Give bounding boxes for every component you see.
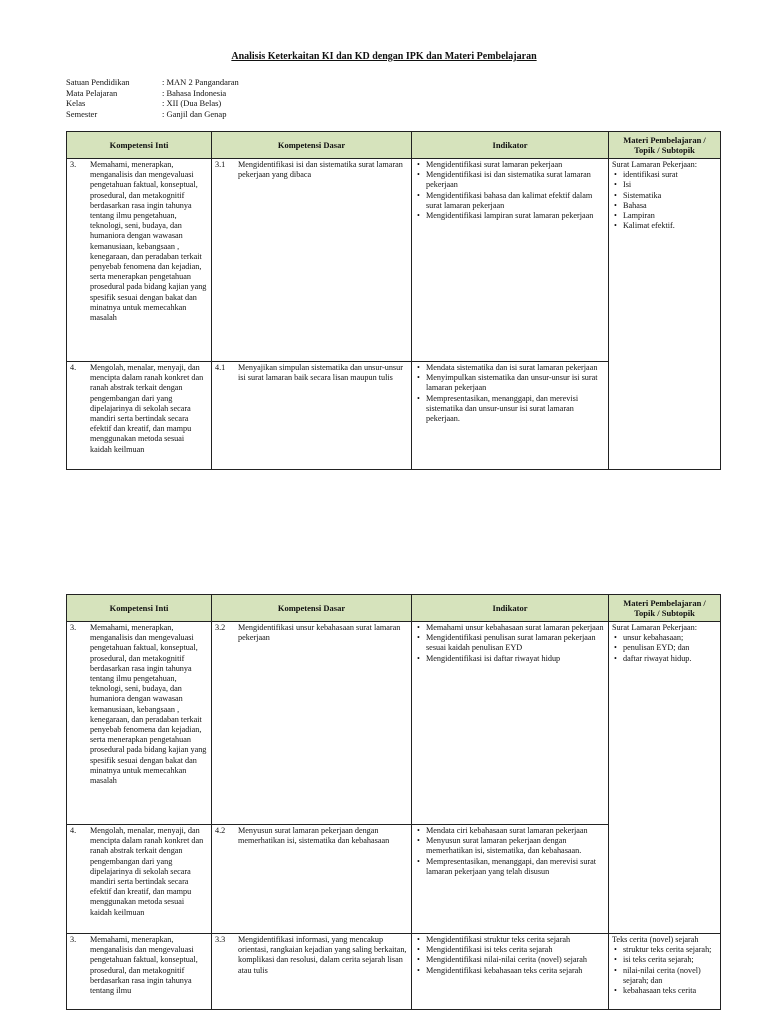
- table-row: [67, 622, 721, 825]
- kd-text: Mengidentifikasi informasi, yang mencakup orientasi, rangkaian kejadian yang saling berkaitan, komplikasi dan resolusi, dalam cerita sejarah lisan atau tulis: [238, 935, 407, 975]
- list-item: • Mempresentasikan, menanggapi, dan merevisi surat lamaran pekerjaan yang telah disusun: [415, 857, 605, 877]
- list-item: • Mengidentifikasi isi daftar riwayat hidup: [415, 654, 605, 664]
- kd-number: 3.2: [215, 623, 226, 632]
- ki-text: Mengolah, menalar, menyaji, dan mencipta dalam ranah konkret dan ranah abstrak terkait dengan pengembangan dari yang dipelajarinya di sekolah secara mandiri serta bertindak secara efektif dan kreatif, dan mampu menggunakan metoda sesuai kaidah keilmuan: [90, 363, 204, 454]
- header-materi: Materi Pembelajaran / Topik / Subtopik: [609, 132, 721, 159]
- kd-number: 4.1: [215, 363, 226, 372]
- kd-cell: [212, 825, 412, 934]
- kd-number: 4.2: [215, 826, 226, 835]
- indikator-cell: [412, 825, 609, 934]
- list-item: • Menyimpulkan sistematika dan unsur-unsur isi surat lamaran pekerjaan: [415, 373, 605, 393]
- list-item: • Mengidentifikasi penulisan surat lamaran pekerjaan sesuai kaidah penulisan EYD: [415, 633, 605, 653]
- kd-number: 3.3: [215, 935, 226, 944]
- list-item: • Lampiran: [612, 211, 717, 221]
- table-header-row: [67, 595, 721, 622]
- meta-row-satuan: [66, 77, 239, 88]
- ki-cell: [67, 159, 212, 362]
- indikator-list: [415, 623, 605, 664]
- list-item: • Mempresentasikan, menanggapi, dan merevisi sistematika dan unsur-unsur isi surat lamaran pekerjaan.: [415, 394, 605, 425]
- indikator-cell: [412, 159, 609, 362]
- list-item: • Bahasa: [612, 201, 717, 211]
- list-item: • Mendata sistematika dan isi surat lamaran pekerjaan: [415, 363, 605, 373]
- list-item: • Memahami unsur kebahasaan surat lamaran pekerjaan: [415, 623, 605, 633]
- meta-row-semester: [66, 109, 239, 120]
- document-title: Analisis Keterkaitan KI dan KD dengan IPK dan Materi Pembelajaran: [231, 51, 537, 62]
- kd-cell: [212, 934, 412, 1010]
- table-row: [67, 159, 721, 362]
- meta-row-mapel: [66, 88, 239, 99]
- list-item: • isi teks cerita sejarah;: [612, 955, 717, 965]
- meta-label: Kelas: [66, 98, 86, 108]
- list-item: • Mengidentifikasi bahasa dan kalimat efektif dalam surat lamaran pekerjaan: [415, 191, 605, 211]
- list-item: • Kalimat efektif.: [612, 221, 717, 231]
- indikator-cell: [412, 362, 609, 470]
- list-item: • identifikasi surat: [612, 170, 717, 180]
- kd-text: Mengidentifikasi isi dan sistematika surat lamaran pekerjaan yang dibaca: [238, 160, 403, 180]
- indikator-cell: [412, 934, 609, 1010]
- indikator-list: [415, 935, 605, 976]
- list-item: • Mengidentifikasi lampiran surat lamaran pekerjaan: [415, 211, 605, 221]
- materi-intro: Surat Lamaran Pekerjaan:: [612, 160, 698, 169]
- analysis-table-1: [66, 131, 721, 470]
- indikator-cell: [412, 622, 609, 825]
- analysis-table-2: [66, 594, 721, 1010]
- kd-number: 3.1: [215, 160, 226, 169]
- list-item: • Mengidentifikasi isi teks cerita sejarah: [415, 945, 605, 955]
- meta-value: : XII (Dua Belas): [162, 98, 222, 108]
- kd-text: Menyajikan simpulan sistematika dan unsur-unsur isi surat lamaran baik secara lisan maupun tulis: [238, 363, 403, 383]
- kd-cell: [212, 362, 412, 470]
- table-header-row: [67, 132, 721, 159]
- ki-text: Mengolah, menalar, menyaji, dan mencipta dalam ranah konkret dan ranah abstrak terkait dengan pengembangan dari yang dipelajarinya di sekolah secara mandiri serta bertindak secara efektif dan kreatif, dan mampu menggunakan metoda sesuai kaidah keilmuan: [90, 826, 204, 917]
- ki-cell: [67, 362, 212, 470]
- ki-number: 3.: [70, 160, 77, 169]
- materi-list: [612, 170, 717, 231]
- header-kompetensi-inti: Kompetensi Inti: [67, 595, 212, 622]
- list-item: • Mengidentifikasi struktur teks cerita sejarah: [415, 935, 605, 945]
- list-item: • Sistematika: [612, 191, 717, 201]
- ki-cell: [67, 622, 212, 825]
- indikator-list: [415, 826, 605, 877]
- list-item: • Mengidentifikasi surat lamaran pekerjaan: [415, 160, 605, 170]
- list-item: • Menyusun surat lamaran pekerjaan dengan memerhatikan isi, sistematika, dan kebahasaan.: [415, 836, 605, 856]
- header-indikator: Indikator: [412, 595, 609, 622]
- ki-number: 3.: [70, 623, 77, 632]
- ki-text: Memahami, menerapkan, menganalisis dan mengevaluasi pengetahuan faktual, konseptual, prosedural, dan metakognitif berdasarkan rasa ingin tahunya tentang ilmu pengetahuan, teknologi, seni, budaya, dan humaniora dengan wawasan kemanusiaan, kebangsaan , kenegaraan, dan peradaban terkait penyebab fenomena dan kejadian, serta menerapkan pengetahuan prosedural pada bidang kajian yang spesifik sesuai dengan bakat dan minatnya untuk memecahkan masalah: [90, 160, 207, 323]
- list-item: • penulisan EYD; dan: [612, 643, 717, 653]
- kd-text: Mengidentifikasi unsur kebahasaan surat lamaran pekerjaan: [238, 623, 401, 643]
- ki-number: 4.: [70, 826, 77, 835]
- materi-list: [612, 945, 717, 996]
- meta-label: Mata Pelajaran: [66, 87, 118, 98]
- materi-cell: [609, 159, 721, 470]
- list-item: • Isi: [612, 180, 717, 190]
- list-item: • Mendata ciri kebahasaan surat lamaran pekerjaan: [415, 826, 605, 836]
- list-item: • Mengidentifikasi isi dan sistematika surat lamaran pekerjaan: [415, 170, 605, 190]
- list-item: • unsur kebahasaan;: [612, 633, 717, 643]
- materi-cell: [609, 934, 721, 1010]
- meta-value: : Ganjil dan Genap: [162, 108, 227, 119]
- list-item: • struktur teks cerita sejarah;: [612, 945, 717, 955]
- meta-row-kelas: [66, 98, 239, 109]
- meta-label: Semester: [66, 108, 98, 119]
- header-kompetensi-dasar: Kompetensi Dasar: [212, 132, 412, 159]
- materi-intro: Surat Lamaran Pekerjaan:: [612, 623, 698, 632]
- header-indikator: Indikator: [412, 132, 609, 159]
- ki-cell: [67, 934, 212, 1010]
- ki-number: 3.: [70, 935, 77, 944]
- meta-value: : Bahasa Indonesia: [162, 87, 227, 98]
- materi-cell: [609, 622, 721, 934]
- meta-label: Satuan Pendidikan: [66, 77, 130, 87]
- indikator-list: [415, 160, 605, 221]
- meta-value: : MAN 2 Pangandaran: [162, 77, 239, 87]
- table-row: [67, 934, 721, 1010]
- kd-cell: [212, 159, 412, 362]
- materi-list: [612, 633, 717, 664]
- list-item: • Mengidentifikasi nilai-nilai cerita (novel) sejarah: [415, 955, 605, 965]
- indikator-list: [415, 363, 605, 424]
- kd-text: Menyusun surat lamaran pekerjaan dengan memerhatikan isi, sistematika dan kebahasaan: [238, 826, 390, 846]
- ki-text: Memahami, menerapkan, menganalisis dan mengevaluasi pengetahuan faktual, konseptual, prosedural, dan metakognitif berdasarkan rasa ingin tahunya tentang ilmu pengetahuan, teknologi, seni, budaya, dan humaniora dengan wawasan kemanusiaan, kebangsaan , kenegaraan, dan peradaban terkait penyebab fenomena dan kejadian, serta menerapkan pengetahuan prosedural pada bidang kajian yang spesifik sesuai dengan bakat dan minatnya untuk memecahkan masalah: [90, 623, 207, 786]
- list-item: • nilai-nilai cerita (novel) sejarah; dan: [612, 966, 717, 986]
- materi-intro: Teks cerita (novel) sejarah: [612, 935, 699, 944]
- ki-text: Memahami, menerapkan, menganalisis dan mengevaluasi pengetahuan faktual, konseptual, prosedural, dan metakognitif berdasarkan rasa ingin tahunya tentang ilmu: [90, 935, 198, 996]
- list-item: • Mengidentifikasi kebahasaan teks cerita sejarah: [415, 966, 605, 976]
- list-item: • daftar riwayat hidup.: [612, 654, 717, 664]
- header-kompetensi-inti: Kompetensi Inti: [67, 132, 212, 159]
- header-materi: Materi Pembelajaran / Topik / Subtopik: [609, 595, 721, 622]
- kd-cell: [212, 622, 412, 825]
- ki-number: 4.: [70, 363, 77, 372]
- header-kompetensi-dasar: Kompetensi Dasar: [212, 595, 412, 622]
- ki-cell: [67, 825, 212, 934]
- document-meta: [66, 77, 239, 119]
- list-item: • kebahasaan teks cerita: [612, 986, 717, 996]
